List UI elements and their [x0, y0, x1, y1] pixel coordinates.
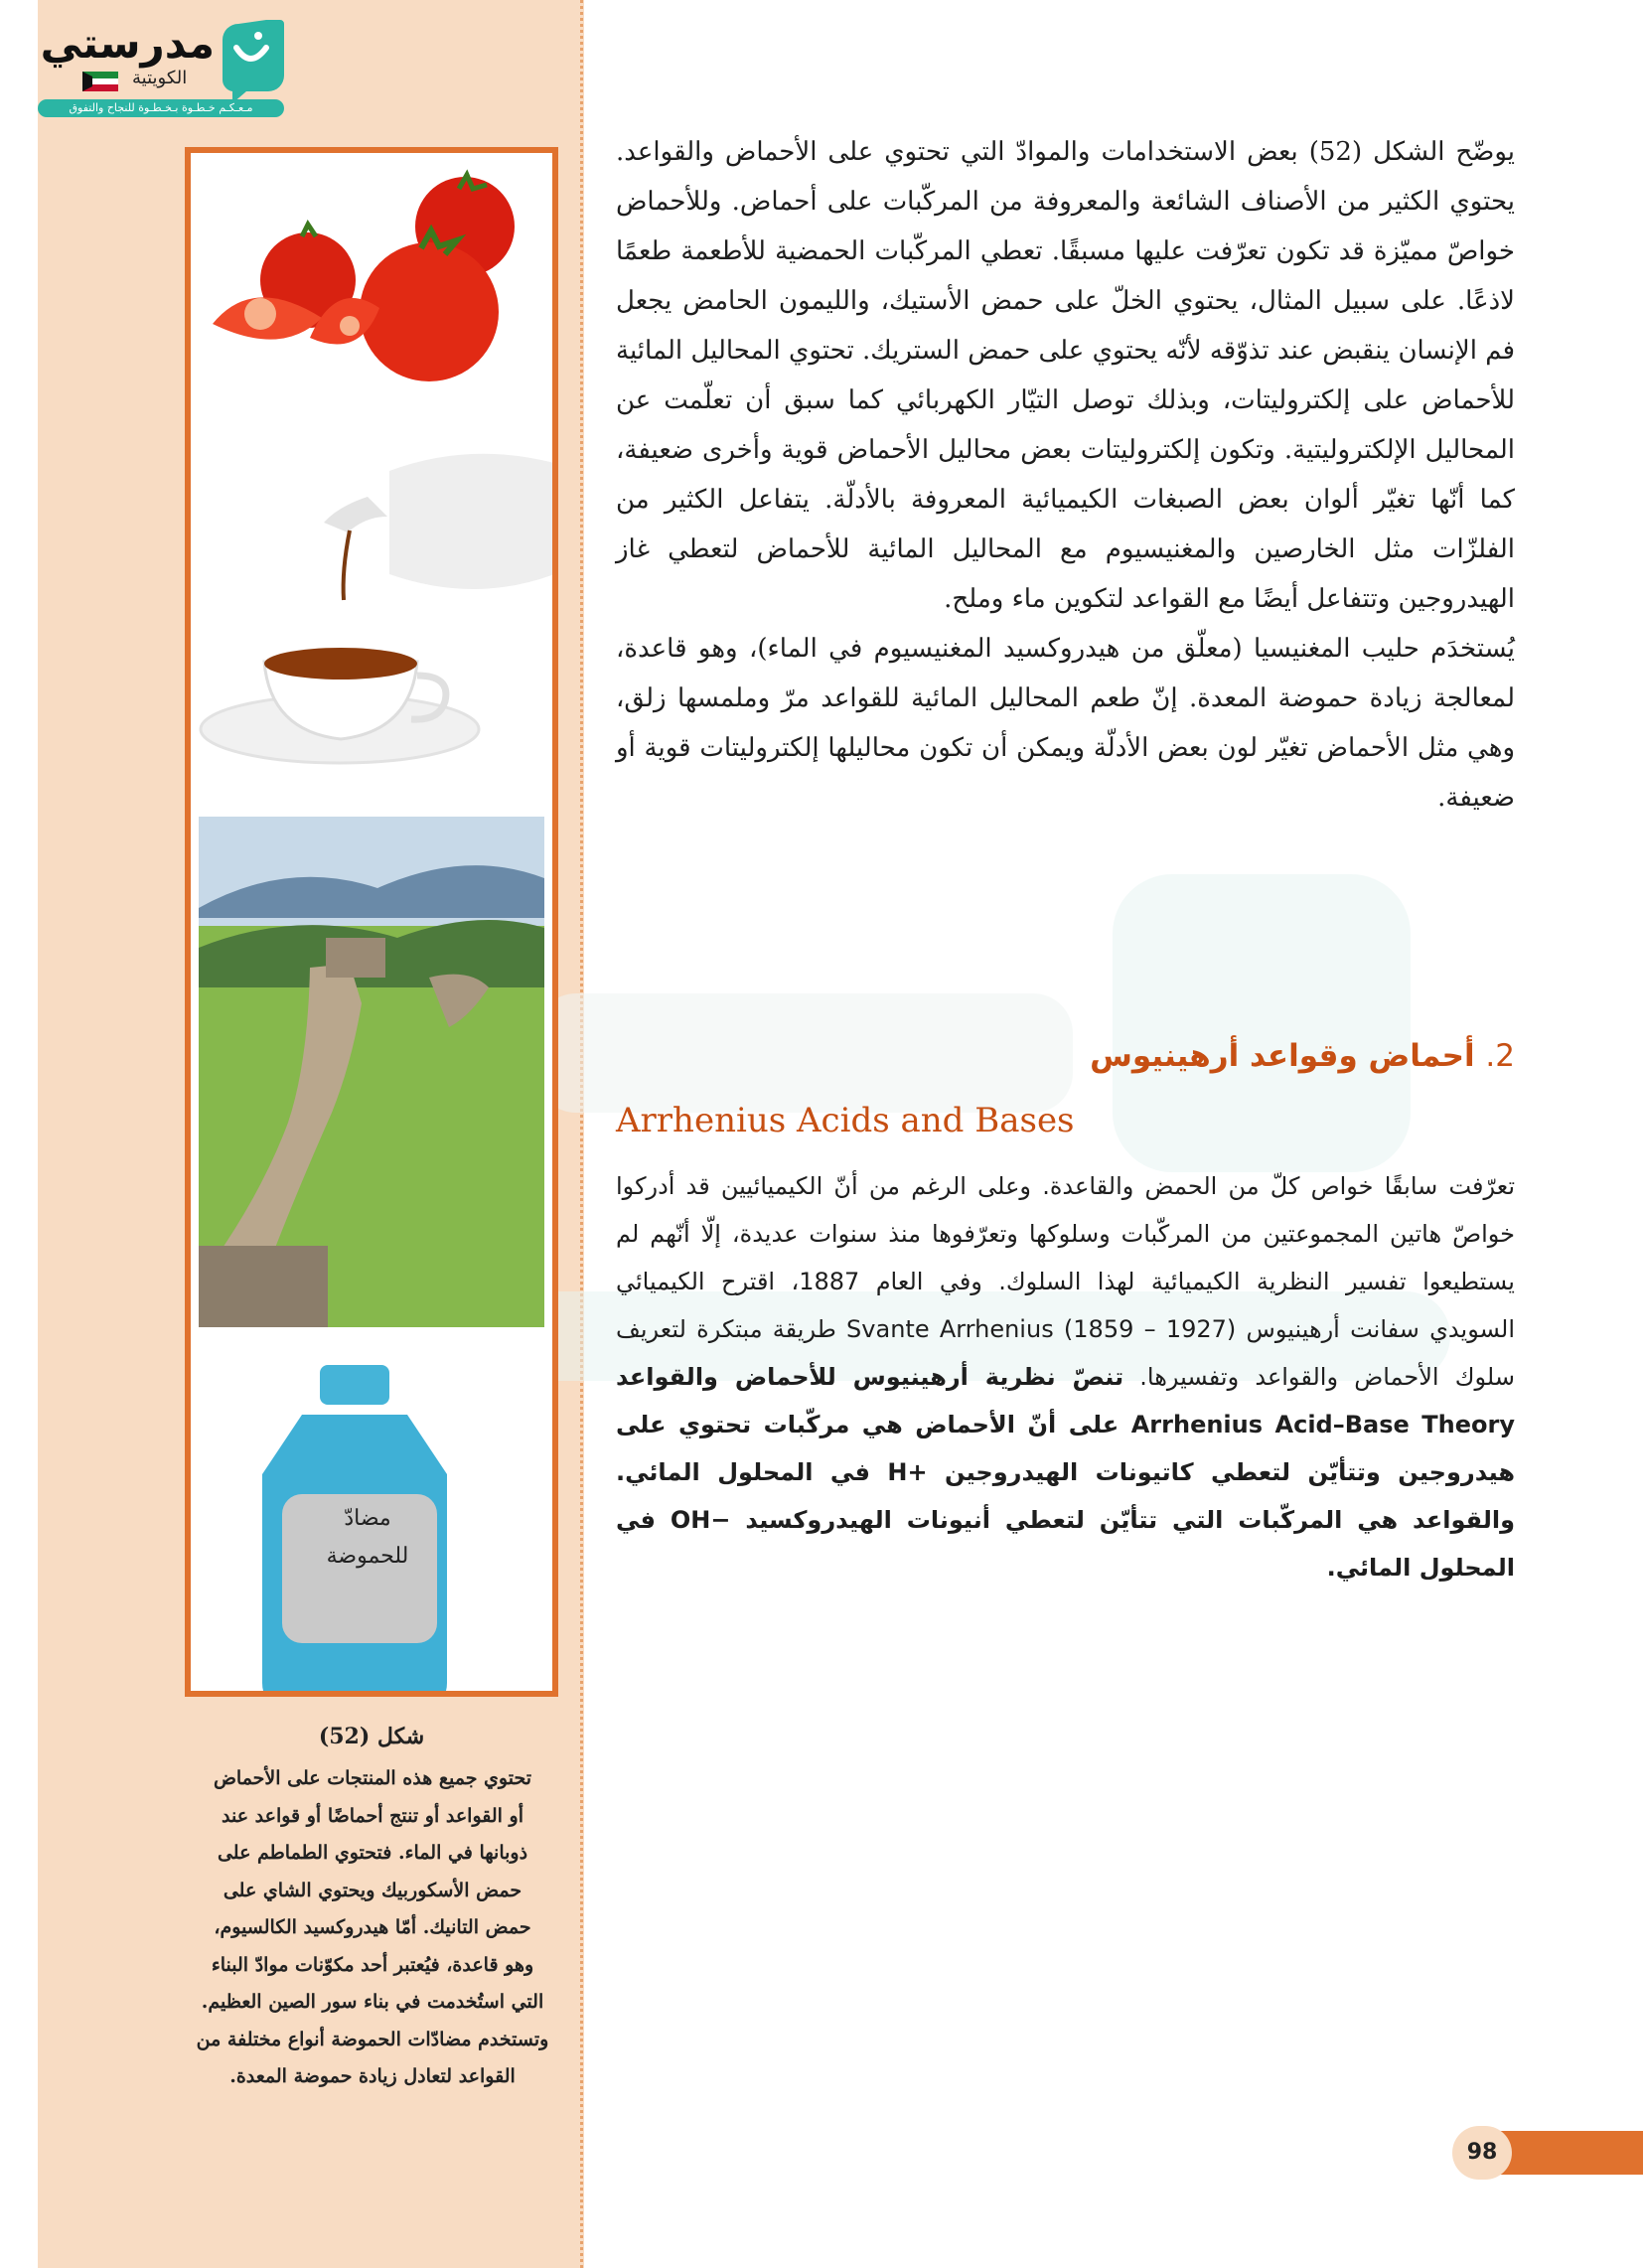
page-number: 98: [1452, 2126, 1512, 2180]
logo: [38, 18, 284, 119]
body-paragraph-1: [616, 127, 1515, 823]
definition-text: تنصّ نظرية أرهينيوس للأحماض والقواعد Arrhenius Acid–Base Theory على أنّ الأحماض هي مركّبات تحتوي على هيدروجين وتتأيّن لتعطي كاتيونات الهيدروجين +H في المحلول المائي. والقواعد هي المركّبات التي تتأيّن لتعطي أنيونات الهيدروكسيد −OH في المحلول المائي.: [616, 1363, 1516, 1582]
caption-line: القواعد لتعادل زيادة حموضة المعدة.: [229, 2065, 516, 2087]
caption-line: وتستخدم مضادّات الحموضة أنواع مختلفة من: [196, 2028, 549, 2050]
caption-line: وهو قاعدة، فيُعتبر أحد مكوّنات موادّ البناء: [211, 1953, 534, 1976]
logo-subtitle: الكويتية: [132, 68, 188, 88]
caption-line: حمض الأسكوربيك ويحتوي الشاي على: [223, 1879, 523, 1901]
section-title: أحماض وقواعد أرهينيوس: [1090, 1038, 1475, 1074]
logo-name: مدرستي: [40, 19, 215, 68]
tomatoes-image: [213, 175, 515, 381]
figure-52-frame: [185, 147, 558, 1697]
kuwait-flag-icon: [82, 72, 118, 91]
paragraph-text: يوضّح الشكل (52) بعض الاستخدامات والموادّ التي تحتوي على الأحماض والقواعد. يحتوي الكثير من الأصناف الشائعة والمعروفة من المركّبات على أحماض. وللأحماض خواصّ مميّزة قد تكون تعرّفت عليها مسبقًا. تعطي المركّبات الحمضية للأطعمة طعمًا لاذعًا. على سبيل المثال، يحتوي الخلّ على حمض الأستيك، والليمون الحامض يجعل فم الإنسان ينقبض عند تذوّقه لأنّه يحتوي على حمض الستريك. تحتوي المحاليل المائية للأحماض على إلكتروليتات، وبذلك توصل التيّار الكهربائي كما سبق أن تعلّمت عن المحاليل الإلكتروليتية. وتكون إلكتروليتات بعض محاليل الأحماض قوية وأخرى ضعيفة، كما أنّها تغيّر ألوان بعض الصبغات الكيميائية المعروفة بالأدلّة. يتفاعل الكثير من الفلزّات مثل الخارصين والمغنيسيوم مع المحاليل المائية للأحماض لتعطي غاز الهيدروجين وتتفاعل أيضًا مع القواعد لتكوين ماء وملح.: [616, 137, 1515, 614]
paragraph-text: يُستخدَم حليب المغنيسيا (معلّق من هيدروكسيد المغنيسيوم في الماء)، وهو قاعدة، لمعالجة زيادة حموضة المعدة. إنّ طعم المحاليل المائية للقواعد مرّ وملمسها زلق، وهي مثل الأحماض تغيّر لون بعض الأدلّة ويمكن أن تكون محاليلها إلكتروليتات قوية أو ضعيفة.: [616, 634, 1515, 813]
caption-line: حمض التانيك. أمّا هيدروكسيد الكالسيوم،: [214, 1916, 531, 1938]
paragraph-text: تعرّفت سابقًا خواص كلّ من الحمض والقاعدة. وعلى الرغم من أنّ الكيميائيين قد أدركوا خواصّ هاتين المجموعتين من المركّبات وسلوكها وتعرّفوها منذ سنوات عديدة، إلّا أنّهم لم يستطيعوا تفسير النظرية الكيميائية لهذا السلوك. وفي العام 1887، اقترح الكيميائي السويدي سفانت أرهينيوس Svante Arrhenius (1859 – 1927) طريقة مبتكرة لتعريف سلوك الأحماض والقواعد وتفسيرها.: [616, 1172, 1515, 1391]
bottle-label-line1: مضادّ: [344, 1506, 391, 1531]
tea-cup-image: [201, 454, 552, 763]
caption-line: أو القواعد أو تنتج أحماضًا أو قواعد عند: [221, 1804, 524, 1827]
bottle-label-line2: للحموضة: [326, 1544, 409, 1569]
caption-line: التي استُخدمت في بناء سور الصين العظيم.: [201, 1991, 544, 2013]
body-paragraph-2: [616, 1162, 1515, 1591]
section-number: 2.: [1485, 1038, 1515, 1074]
figure-52-images: [191, 153, 552, 1691]
logo-tagline: مـعـكـم خـطـوة بـخـطـوة للنجاح والتفوق: [38, 99, 284, 117]
page-number-bar: [1490, 2131, 1643, 2175]
section-heading: [616, 1038, 1515, 1074]
caption-line: ذوبانها في الماء. فتحتوي الطماطم على: [217, 1842, 528, 1864]
section-heading-english: Arrhenius Acids and Bases: [616, 1101, 1075, 1140]
figure-caption: [169, 1760, 576, 2096]
great-wall-image: [199, 817, 544, 1327]
caption-line: تحتوي جميع هذه المنتجات على الأحماض: [213, 1767, 532, 1789]
figure-caption-title: شكل (52): [318, 1724, 425, 1749]
